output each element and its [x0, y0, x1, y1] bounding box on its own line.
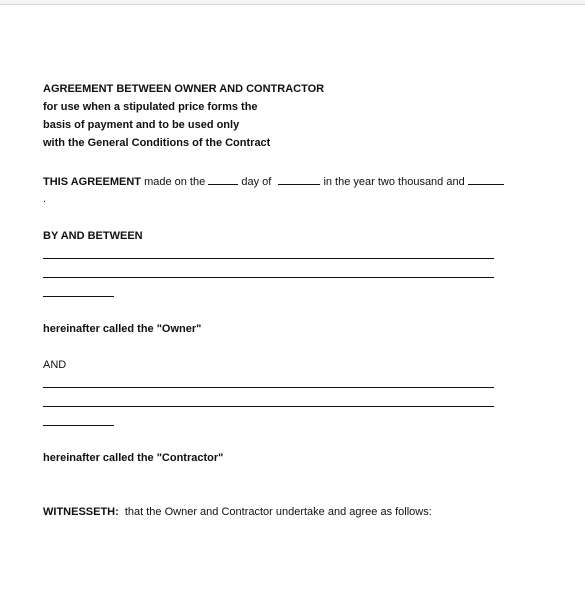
- agreement-title: AGREEMENT BETWEEN OWNER AND CONTRACTOR: [43, 83, 325, 95]
- agreement-label: THIS AGREEMENT: [43, 176, 141, 188]
- owner-name-line-2[interactable]: [43, 277, 494, 278]
- subtitle-line-3: with the General Conditions of the Contract: [43, 137, 271, 149]
- agreement-text-year: in the year two thousand and: [323, 176, 465, 188]
- day-blank[interactable]: [208, 174, 238, 185]
- agreement-text-day-of: day of: [241, 176, 272, 188]
- agreement-continuation: .: [43, 193, 47, 205]
- agreement-clause: [43, 174, 504, 189]
- contractor-name-line-1[interactable]: [43, 387, 494, 388]
- year-blank[interactable]: [468, 174, 504, 185]
- subtitle-line-2: basis of payment and to be used only: [43, 119, 240, 131]
- owner-name-line-3[interactable]: [43, 296, 114, 297]
- by-and-between-label: BY AND BETWEEN: [43, 230, 143, 242]
- agreement-text-made-on: made on the: [144, 176, 206, 188]
- contractor-label: hereinafter called the "Contractor": [43, 452, 224, 464]
- month-blank[interactable]: [278, 174, 320, 185]
- document-page: [0, 4, 585, 600]
- witnesseth-clause: [43, 505, 432, 519]
- witnesseth-text: that the Owner and Contractor undertake and agree as follows:: [124, 506, 432, 518]
- owner-name-line-1[interactable]: [43, 258, 494, 259]
- contractor-name-line-2[interactable]: [43, 406, 494, 407]
- and-label: AND: [43, 359, 67, 371]
- subtitle-line-1: for use when a stipulated price forms the: [43, 101, 258, 113]
- witnesseth-label: WITNESSETH:: [43, 506, 119, 518]
- owner-label: hereinafter called the "Owner": [43, 323, 202, 335]
- contractor-name-line-3[interactable]: [43, 425, 114, 426]
